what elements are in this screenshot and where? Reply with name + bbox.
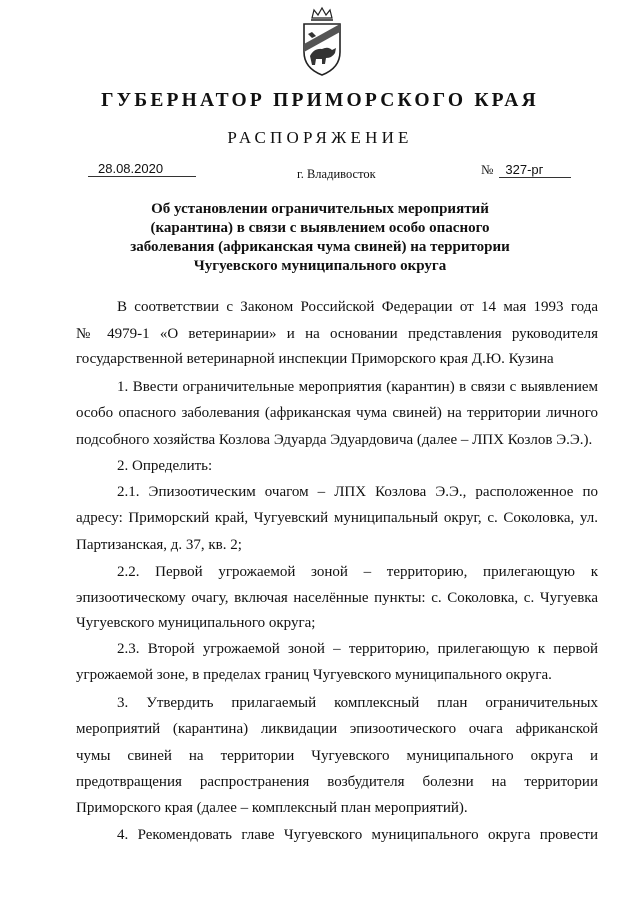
body-line: № 4979-1 «О ветеринарии» и на основании представления руководителя <box>76 326 598 342</box>
title-line: заболевания (африканская чума свиней) на территории <box>130 239 510 255</box>
body-line: 3. Утвердить прилагаемый комплексный план ограничительных <box>117 695 598 711</box>
number-sign: № <box>481 162 494 177</box>
body-line: В соответствии с Законом Российской Федерации от 14 мая 1993 года <box>117 299 598 315</box>
body-line: 4. Рекомендовать главе Чугуевского муниципального округа провести <box>117 827 598 843</box>
number-value: 327-рг <box>499 162 571 178</box>
document-city: г. Владивосток <box>297 167 376 181</box>
document-title <box>120 200 520 276</box>
body-line: подсобного хозяйства Козлова Эдуарда Эдуардовича (далее – ЛПХ Козлов Э.Э.). <box>76 432 593 448</box>
body-line: Чугуевского муниципального округа; <box>76 615 316 631</box>
title-line: (карантина) в связи с выявлением особо опасного <box>150 220 490 236</box>
issuer-title: ГУБЕРНАТОР ПРИМОРСКОГО КРАЯ <box>101 90 539 111</box>
body-line: чумы свиней на территории Чугуевского муниципального округа и <box>76 748 598 764</box>
body-line: 2. Определить: <box>117 458 213 474</box>
body-line: 2.1. Эпизоотическим очагом – ЛПХ Козлова Э.Э., расположенное по <box>117 484 598 500</box>
body-line: особо опасного заболевания (африканская чума свиней) на территории личного <box>76 405 598 421</box>
title-line: Чугуевского муниципального округа <box>193 258 447 274</box>
body-line: Приморского края (далее – комплексный план мероприятий). <box>76 800 468 816</box>
body-line: мероприятий (карантина) ликвидации эпизоотического очага африканской <box>76 721 598 737</box>
document-date: 28.08.2020 <box>88 161 196 177</box>
primorsky-coat-of-arms-icon <box>298 6 346 78</box>
document-number <box>481 161 571 179</box>
title-line: Об установлении ограничительных мероприятий <box>151 201 489 217</box>
document-type: РАСПОРЯЖЕНИЕ <box>227 128 413 147</box>
body-line: угрожаемой зоне, в пределах границ Чугуевского муниципального округа. <box>76 667 552 683</box>
body-line: 2.2. Первой угрожаемой зоной – территорию, прилегающую к <box>117 564 598 580</box>
body-line: эпизоотическому очагу, включая населённые пункты: с. Соколовка, с. Чугуевка <box>76 590 598 606</box>
body-line: 1. Ввести ограничительные мероприятия (карантин) в связи с выявлением <box>117 379 598 395</box>
body-line: адресу: Приморский край, Чугуевский муниципальный округ, с. Соколовка, ул. <box>76 510 598 526</box>
body-line: 2.3. Второй угрожаемой зоной – территорию, прилегающую к первой <box>117 641 598 657</box>
body-line: предотвращения распространения возбудителя болезни на территории <box>76 774 598 790</box>
body-line: Партизанская, д. 37, кв. 2; <box>76 537 242 553</box>
body-line: государственной ветеринарной инспекции Приморского края Д.Ю. Кузина <box>76 351 554 367</box>
